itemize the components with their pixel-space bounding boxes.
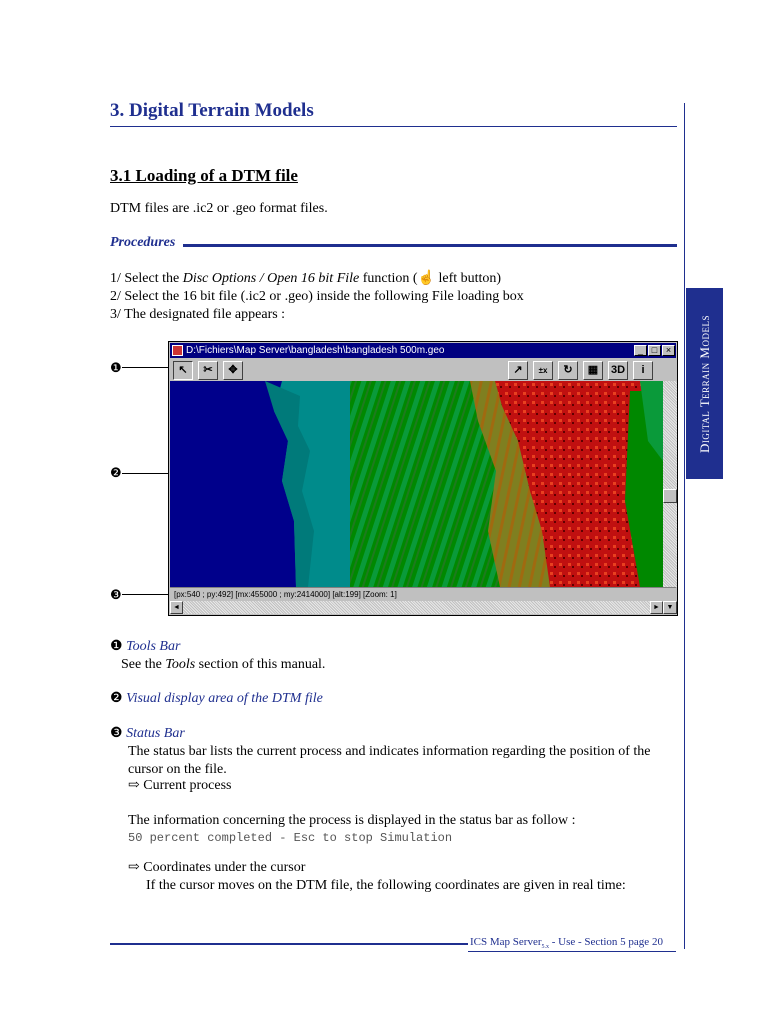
footer-rule-right <box>468 951 676 952</box>
close-button[interactable]: × <box>662 345 675 356</box>
marker-3: ❸ <box>110 587 122 602</box>
terrain-map <box>170 381 663 587</box>
vertical-scroll-thumb[interactable] <box>663 489 677 503</box>
pan-tool-icon[interactable]: ✥ <box>223 361 243 380</box>
visual-display-title: Visual display area of the DTM file <box>126 691 323 706</box>
dtm-window <box>168 341 678 616</box>
tools-bar-text-italic: Tools <box>165 657 196 672</box>
side-tab-label: Digital Terrain Models <box>696 314 712 453</box>
tools-bar-text-prefix: See the <box>121 657 166 672</box>
coordinates-label: ⇨ Coordinates under the cursor <box>128 860 306 875</box>
step-1 <box>110 270 501 288</box>
window-title: D:\Fichiers\Map Server\bangladesh\bangladesh 500m.geo <box>186 345 445 356</box>
footer-rule-left <box>110 943 468 945</box>
status-bar-title: Status Bar <box>126 726 185 741</box>
step-1-prefix: 1/ Select the <box>110 271 183 286</box>
pointer-tool-icon[interactable]: ↖ <box>173 361 193 380</box>
rotate-tool-icon[interactable]: ↻ <box>558 361 578 380</box>
tools-bar-text-suffix: section of this manual. <box>195 657 326 672</box>
section-heading: 3.1 Loading of a DTM file <box>110 166 298 185</box>
step-3: 3/ The designated file appears : <box>110 307 286 322</box>
dtm-display-area[interactable] <box>170 381 663 587</box>
right-margin-rule <box>684 103 685 949</box>
current-process-label: ⇨ Current process <box>128 778 232 793</box>
step-1-suffix: function (☝ left button) <box>359 271 502 286</box>
step-1-command: Disc Options / Open 16 bit File <box>182 271 360 286</box>
grid-tool-icon[interactable]: ▦ <box>583 361 603 380</box>
info-button[interactable]: i <box>633 361 653 380</box>
title-rule <box>110 126 677 127</box>
view-3d-button[interactable]: 3D <box>608 361 628 380</box>
page-title: 3. Digital Terrain Models <box>110 100 314 121</box>
scroll-left-button[interactable]: ◄ <box>170 601 183 614</box>
zoom-factor-tool-icon[interactable]: ±x <box>533 361 553 380</box>
scroll-down-button[interactable]: ▼ <box>663 601 677 614</box>
page-footer <box>470 936 663 950</box>
item-2-marker: ❷ <box>110 691 123 706</box>
section-side-tab <box>686 288 723 479</box>
marker-1-line <box>122 367 170 368</box>
marker-2-line <box>122 473 170 474</box>
maximize-button[interactable]: □ <box>648 345 661 356</box>
item-3-marker: ❸ <box>110 726 123 741</box>
tools-bar-title: Tools Bar <box>126 639 181 654</box>
footer-page: - Use - Section 5 page 20 <box>549 936 663 948</box>
scissors-tool-icon[interactable]: ✂ <box>198 361 218 380</box>
item-2-heading <box>110 690 323 708</box>
item-3-heading <box>110 725 185 743</box>
app-icon[interactable] <box>172 345 183 356</box>
window-titlebar[interactable] <box>170 343 676 358</box>
footer-version: 5.x <box>541 944 549 951</box>
footer-product: ICS Map Server <box>470 936 542 948</box>
tools-bar <box>170 359 676 381</box>
item-1-marker: ❶ <box>110 639 123 654</box>
marker-3-line <box>122 594 170 595</box>
minimize-button[interactable]: _ <box>634 345 647 356</box>
procedures-label: Procedures <box>110 235 176 250</box>
marker-2: ❷ <box>110 465 122 480</box>
marker-1: ❶ <box>110 360 122 375</box>
scroll-right-button[interactable]: ► <box>650 601 663 614</box>
item-1-heading <box>110 638 180 656</box>
process-info-text: The information concerning the process is displayed in the status bar as follow : <box>128 813 576 828</box>
horizontal-scrollbar[interactable] <box>170 601 663 614</box>
coordinates-text: If the cursor moves on the DTM file, the following coordinates are given in real time: <box>146 878 626 893</box>
status-bar: [px:540 ; py:492] [mx:455000 ; my:2414000] [alt:199] [Zoom: 1] <box>170 587 676 600</box>
procedures-rule <box>183 244 677 247</box>
process-example-text: 50 percent completed - Esc to stop Simulation <box>128 831 453 845</box>
vertical-scrollbar[interactable] <box>663 381 677 587</box>
status-bar-description: The status bar lists the current process and indicates information regarding the position of the cursor on the file. <box>128 744 651 777</box>
profile-tool-icon[interactable]: ↗ <box>508 361 528 380</box>
tools-bar-description <box>121 656 325 674</box>
intro-text: DTM files are .ic2 or .geo format files. <box>110 201 328 216</box>
step-2: 2/ Select the 16 bit file (.ic2 or .geo) inside the following File loading box <box>110 289 524 304</box>
